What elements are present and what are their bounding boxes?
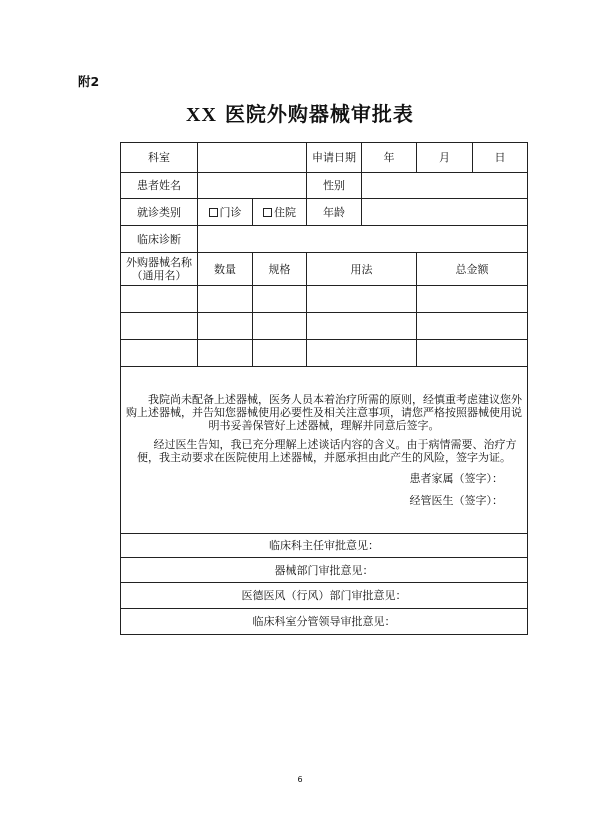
device-name-header: 外购器械名称（通用名） bbox=[121, 253, 198, 286]
form-title bbox=[0, 98, 600, 127]
device-name-cell[interactable] bbox=[121, 340, 198, 367]
quantity-cell[interactable] bbox=[198, 286, 253, 313]
device-name-cell[interactable] bbox=[121, 313, 198, 340]
leader-approval[interactable]: 临床科室分管领导审批意见： bbox=[121, 609, 528, 635]
usage-cell[interactable] bbox=[307, 313, 417, 340]
inpatient-label: 住院 bbox=[274, 205, 296, 219]
department-field[interactable] bbox=[198, 143, 307, 173]
statement-paragraph-2: 经过医生告知，我已充分理解上述谈话内容的含义。由于病情需要、治疗方便，我主动要求在医院使用上述器械，并愿承担由此产生的风险，签字为证。 bbox=[137, 438, 517, 464]
title-prefix: XX bbox=[186, 104, 217, 126]
gender-label: 性别 bbox=[307, 173, 362, 199]
device-row bbox=[121, 340, 528, 367]
patient-name-field[interactable] bbox=[198, 173, 307, 199]
device-row bbox=[121, 313, 528, 340]
patient-name-label: 患者姓名 bbox=[121, 173, 198, 199]
ethics-dept-approval[interactable]: 医德医风（行风）部门审批意见： bbox=[121, 583, 528, 609]
title-main: 医院外购器械审批表 bbox=[224, 102, 414, 126]
month-label: 月 bbox=[417, 143, 473, 173]
family-signature-label: 患者家属（签字）： bbox=[409, 472, 503, 485]
approval-form-table bbox=[120, 142, 528, 635]
age-field[interactable] bbox=[362, 199, 528, 226]
device-name-cell[interactable] bbox=[121, 286, 198, 313]
consent-statement bbox=[121, 367, 528, 534]
row-patient bbox=[121, 173, 528, 199]
row-statement bbox=[121, 367, 528, 534]
row-approval bbox=[121, 534, 528, 558]
spec-cell[interactable] bbox=[253, 313, 307, 340]
row-approval bbox=[121, 558, 528, 583]
quantity-cell[interactable] bbox=[198, 340, 253, 367]
row-diagnosis bbox=[121, 226, 528, 253]
page-number: 6 bbox=[297, 775, 303, 784]
row-device-header bbox=[121, 253, 528, 286]
apply-date-label: 申请日期 bbox=[307, 143, 362, 173]
outpatient-label: 门诊 bbox=[219, 205, 242, 219]
doctor-signature-label: 经管医生（签字）： bbox=[409, 494, 503, 507]
attachment-label: 附2 bbox=[78, 74, 100, 89]
diagnosis-label: 临床诊断 bbox=[121, 226, 198, 253]
diagnosis-field[interactable] bbox=[198, 226, 528, 253]
row-approval bbox=[121, 583, 528, 609]
usage-cell[interactable] bbox=[307, 340, 417, 367]
day-label: 日 bbox=[473, 143, 528, 173]
row-visit-type bbox=[121, 199, 528, 226]
total-cell[interactable] bbox=[417, 340, 528, 367]
outpatient-option[interactable] bbox=[198, 199, 253, 226]
total-header: 总金额 bbox=[417, 253, 528, 286]
row-department bbox=[121, 143, 528, 173]
outpatient-checkbox[interactable] bbox=[209, 208, 218, 217]
dept-head-approval[interactable]: 临床科主任审批意见： bbox=[121, 534, 528, 558]
row-approval bbox=[121, 609, 528, 635]
total-cell[interactable] bbox=[417, 313, 528, 340]
spec-header: 规格 bbox=[253, 253, 307, 286]
year-label: 年 bbox=[362, 143, 417, 173]
gender-field[interactable] bbox=[362, 173, 528, 199]
quantity-cell[interactable] bbox=[198, 313, 253, 340]
device-dept-approval[interactable]: 器械部门审批意见： bbox=[121, 558, 528, 583]
statement-paragraph-1: 我院尚未配备上述器械，医务人员本着治疗所需的原则，经慎重考虑建议您外购上述器械，并告知您器械使用必要性及相关注意事项，请您严格按照器械使用说明书妥善保管好上述器械，理解并同意后签字。 bbox=[126, 393, 522, 432]
spec-cell[interactable] bbox=[253, 340, 307, 367]
device-row bbox=[121, 286, 528, 313]
inpatient-option[interactable] bbox=[253, 199, 307, 226]
usage-cell[interactable] bbox=[307, 286, 417, 313]
inpatient-checkbox[interactable] bbox=[263, 208, 272, 217]
total-cell[interactable] bbox=[417, 286, 528, 313]
visit-type-label: 就诊类别 bbox=[121, 199, 198, 226]
quantity-header: 数量 bbox=[198, 253, 253, 286]
usage-header: 用法 bbox=[307, 253, 417, 286]
department-label: 科室 bbox=[121, 143, 198, 173]
spec-cell[interactable] bbox=[253, 286, 307, 313]
age-label: 年龄 bbox=[307, 199, 362, 226]
